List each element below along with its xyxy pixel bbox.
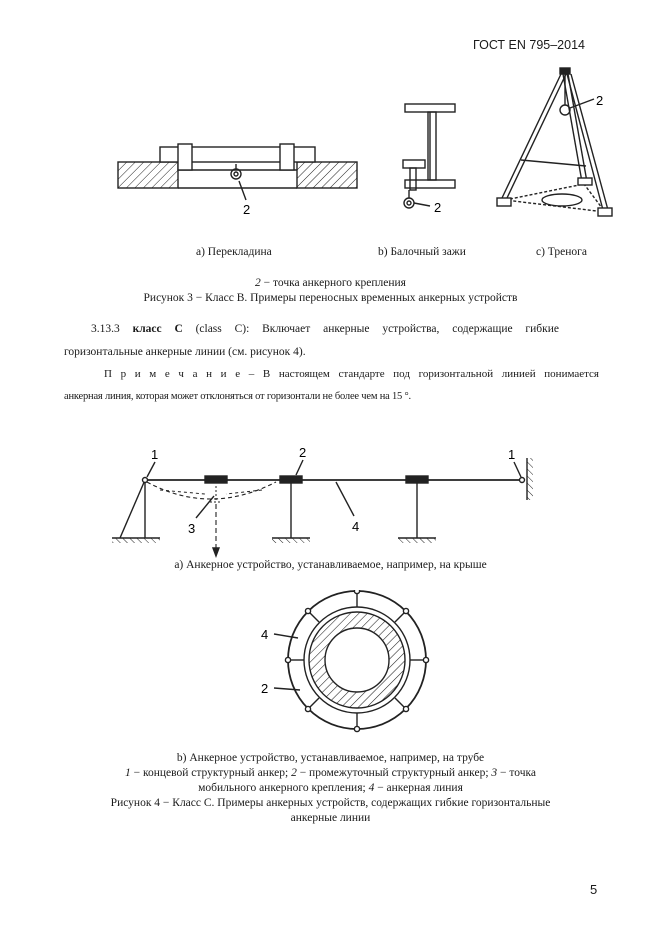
beam-clamp-drawing (403, 104, 455, 208)
figure-3-title: Рисунок 3 − Класс B. Примеры переносных временных анкерных устройств (143, 292, 518, 304)
crossbar-drawing (118, 144, 357, 200)
legend-t1: − концевой структурный анкер; (130, 767, 292, 779)
figure-3-drawing (0, 0, 661, 250)
document-header: ГОСТ EN 795–2014 (473, 38, 585, 52)
legend-line2a: мобильного анкерного крепления; (198, 782, 369, 794)
callout-ring-anchor-line: 4 (261, 627, 269, 642)
figure-4a-label: а) Анкерное устройство, устанавливаемое, например, на крыше (174, 559, 487, 571)
tripod-drawing (497, 68, 612, 216)
figure-4b-drawing (0, 590, 661, 740)
section-term: класс C (132, 323, 183, 335)
legend-n4: 4 (368, 782, 375, 794)
legend-n1: 1 (124, 767, 131, 779)
figure-3a-label: а) Перекладина (196, 246, 272, 258)
figure-4a-drawing (0, 430, 661, 570)
section-3-13-3-line1 (91, 323, 559, 335)
figure-4b-label: b) Анкерное устройство, устанавливаемое, например, на трубе (176, 752, 485, 764)
figure-3-legend (0, 277, 661, 289)
figure-3c-label: c) Тренога (536, 246, 587, 258)
figure-4-title-line2: анкерные линии (290, 812, 371, 824)
legend-number: 2 (255, 277, 261, 289)
callout-anchor-line: 4 (352, 519, 360, 534)
legend-text: − точка анкерного крепления (260, 277, 406, 289)
callout-end-anchor-right: 1 (508, 447, 516, 462)
legend-t2: − промежуточный структурный анкер; (296, 767, 492, 779)
legend-n2: 2 (291, 767, 297, 779)
legend-n3: 3 (491, 767, 498, 779)
tripod-callout: 2 (596, 93, 604, 108)
callout-intermediate-anchor: 2 (299, 445, 307, 460)
crossbar-callout: 2 (243, 202, 251, 217)
section-definition: (class C): Включает анкерные устройства, содержащие гибкие (182, 323, 560, 335)
figure-3b-label: b) Балочный зажи (378, 246, 466, 258)
figure-4-legend-line1 (0, 767, 661, 779)
note-line2: анкерная линия, которая может отклоняться от горизонтали не более чем на 15 °. (64, 391, 411, 402)
section-3-13-3-line2: горизонтальные анкерные линии (см. рисунок 4). (64, 346, 306, 358)
legend-t3: − точка (497, 767, 537, 779)
callout-end-anchor-left: 1 (151, 447, 159, 462)
callout-ring-intermediate: 2 (261, 681, 269, 696)
figure-4-legend-line2 (0, 782, 661, 794)
note-line1 (104, 368, 599, 380)
page-number: 5 (590, 882, 598, 897)
legend-t4: − анкерная линия (374, 782, 463, 794)
note-word: П р и м е ч а н и е (104, 368, 241, 380)
section-number: 3.13.3 (91, 323, 120, 335)
beam-clamp-callout: 2 (434, 200, 442, 215)
figure-4-title-line1: Рисунок 4 − Класс C. Примеры анкерных устройств, содержащих гибкие горизонтальные (110, 797, 551, 809)
callout-mobile-anchor: 3 (188, 521, 196, 536)
note-text: – В настоящем стандарте под горизонтальной линией понимается (240, 368, 599, 380)
